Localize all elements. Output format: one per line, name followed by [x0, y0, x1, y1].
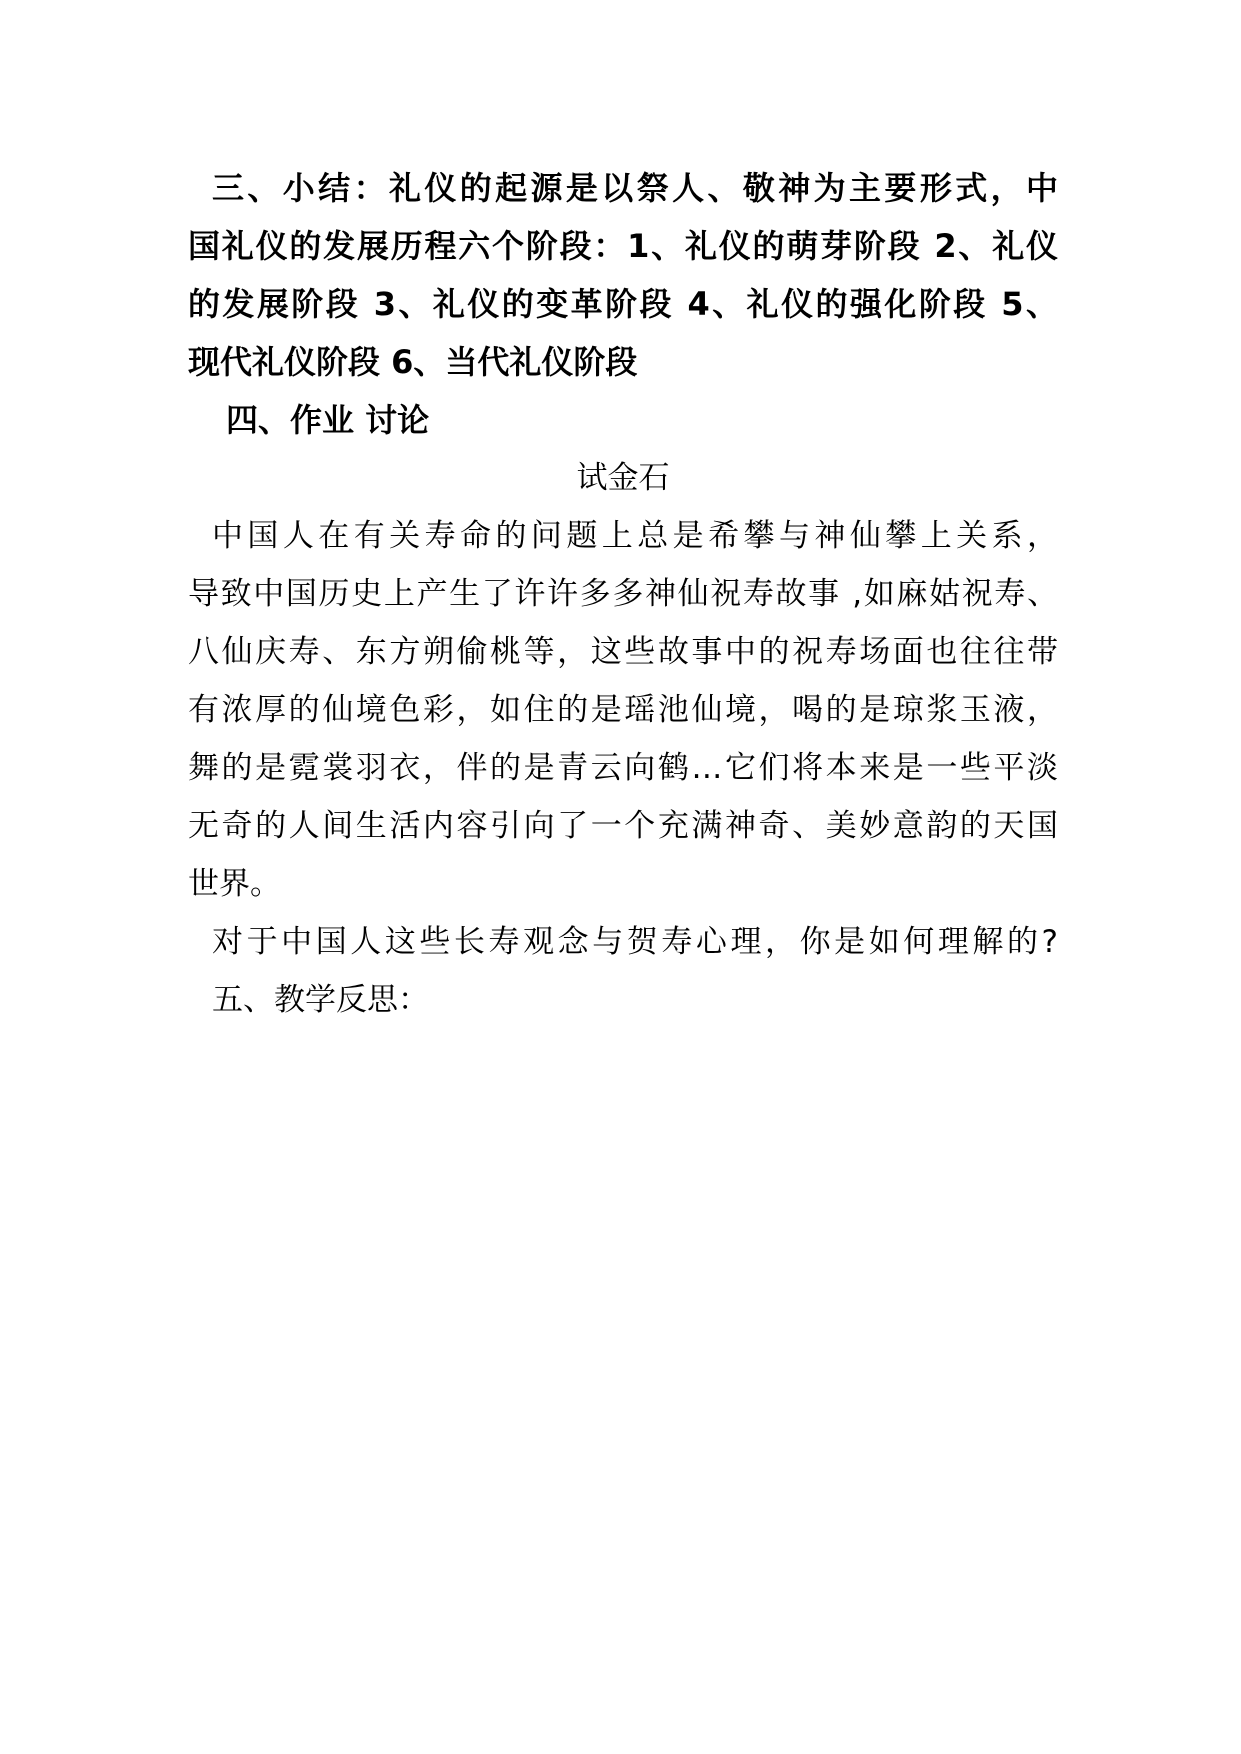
touchstone-line-7: 世界。: [188, 866, 281, 902]
summary-line-2: 国礼仪的发展历程六个阶段：1、礼仪的萌芽阶段 2、礼仪: [188, 227, 1058, 265]
touchstone-line-2: 导致中国历史上产生了许许多多神仙祝寿故事 ,如麻姑祝寿、: [188, 576, 1058, 612]
touchstone-line-6: 无奇的人间生活内容引向了一个充满神奇、美妙意韵的天国: [188, 808, 1058, 844]
touchstone-line-3: 八仙庆寿、东方朔偷桃等，这些故事中的祝寿场面也往往带: [188, 634, 1058, 670]
touchstone-line-4: 有浓厚的仙境色彩，如住的是瑶池仙境，喝的是琼浆玉液，: [188, 692, 1058, 728]
reflection-heading: 五、教学反思：: [212, 982, 429, 1018]
touchstone-line-1: 中国人在有关寿命的问题上总是希攀与神仙攀上关系，: [212, 518, 1058, 554]
summary-line-1: 三、小结：礼仪的起源是以祭人、敬神为主要形式，中: [212, 169, 1058, 207]
summary-line-3: 的发展阶段 3、礼仪的变革阶段 4、礼仪的强化阶段 5、: [188, 285, 1058, 323]
discussion-question: 对于中国人这些长寿观念与贺寿心理，你是如何理解的?: [212, 924, 1058, 960]
summary-line-4: 现代礼仪阶段 6、当代礼仪阶段: [188, 343, 638, 381]
touchstone-line-5: 舞的是霓裳羽衣，伴的是青云向鹤…它们将本来是一些平淡: [188, 750, 1058, 786]
homework-heading: 四、作业 讨论: [226, 401, 430, 439]
touchstone-title: 试金石: [576, 460, 670, 496]
